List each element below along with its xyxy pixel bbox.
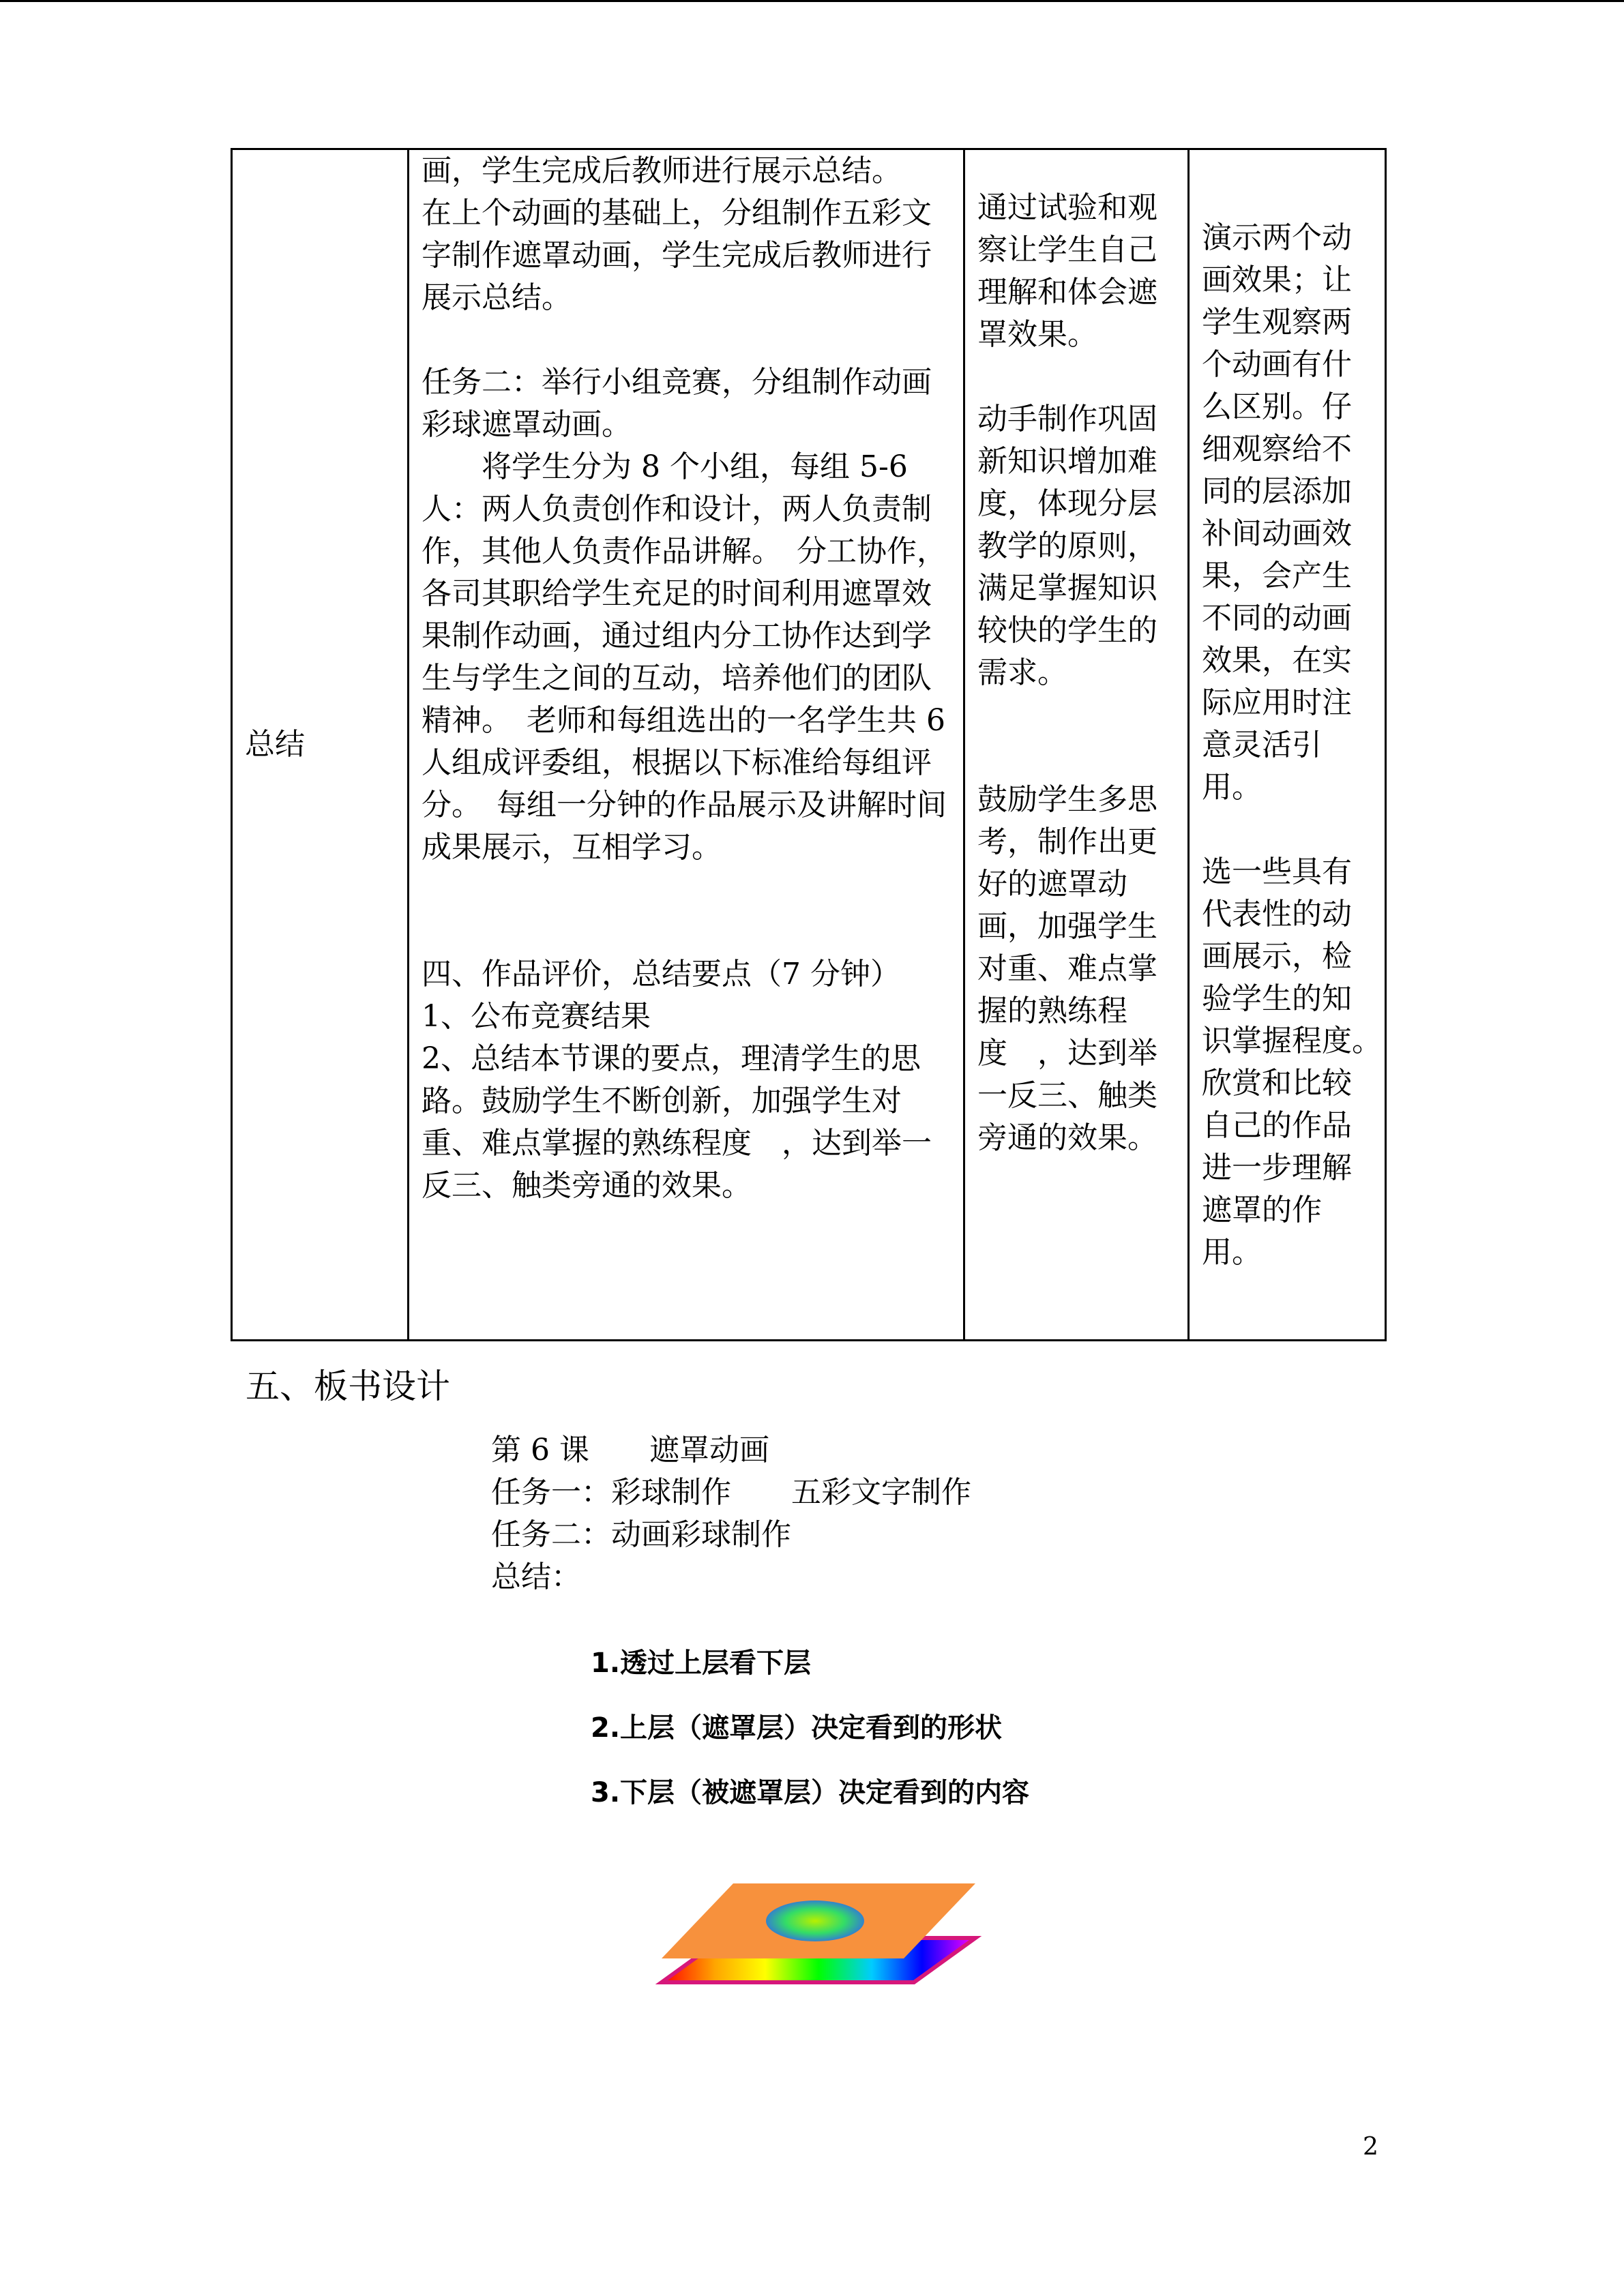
board-line-task-one: 任务一：彩球制作 五彩文字制作 — [491, 1475, 971, 1510]
intent-text-2: 动手制作巩固新知识增加难度，体现分层教学的原则，满足掌握知识较快的学生的需求。 — [977, 402, 1157, 690]
notes-text-1: 演示两个动画效果；让学生观察两个动画有什么区别。仔细观察给不同的层添加补间动画效果，会产生不同的动画效果，在实际应用时注意灵活引用。 — [1202, 220, 1352, 805]
intent-text-3: 鼓励学生多思考，制作出更好的遮罩动画，加强学生对重、难点掌握的熟练程度 ，达到举一反三、触类旁通的效果。 — [977, 782, 1157, 1155]
table-row — [232, 149, 1386, 1341]
board-line-lesson: 第 6 课 遮罩动画 — [491, 1433, 769, 1467]
mask-layer-diagram — [662, 1877, 982, 1993]
section-title: 五、板书设计 — [246, 1367, 450, 1406]
page-number: 2 — [1363, 2133, 1378, 2161]
intent-text-1: 通过试验和观察让学生自己理解和体会遮罩效果。 — [977, 190, 1157, 352]
summary-point-1: 1.透过上层看下层 — [591, 1648, 812, 1679]
notes-cell — [1189, 149, 1397, 1341]
task-two-heading: 任务二：举行小组竞赛，分组制作动画彩球遮罩动画。 — [422, 365, 932, 442]
summary-points-list — [591, 1642, 1029, 1836]
group-arrangement-text: 将学生分为 8 个小组，每组 5-6 人：两人负责创作和设计，两人负责制作，其他人负责作品讲解。 分工协作，各司其职给学生充足的时间利用遮罩效果制作动画，通过组内分工协作达到学生与学生之间的互动，培养他们的团队精神。 老师和每组选出的一名学生共 6 人组成评委组，根据以下标准给每组评分。 每组一分钟的作品展示及讲解时间成果展示，互相学习。 — [422, 449, 947, 865]
evaluation-item-1: 1、公布竞赛结果 — [422, 999, 651, 1034]
top-border-line — [0, 0, 1624, 2]
board-design-block — [491, 1429, 971, 1598]
board-line-summary: 总结： — [491, 1560, 581, 1594]
teaching-process-cell — [409, 149, 964, 1341]
summary-point-3: 3.下层（被遮罩层）决定看到的内容 — [591, 1777, 1030, 1808]
summary-point-2: 2.上层（遮罩层）决定看到的形状 — [591, 1712, 1003, 1744]
evaluation-heading: 四、作品评价，总结要点（7 分钟） — [422, 957, 900, 992]
board-line-task-two: 任务二：动画彩球制作 — [491, 1517, 791, 1552]
process-text-2: 在上个动画的基础上，分组制作五彩文字制作遮罩动画，学生完成后教师进行展示总结。 — [422, 196, 932, 315]
notes-text-2: 选一些具有代表性的动画展示，检验学生的知识掌握程度。 欣赏和比较自己的作品 进一步理解遮罩的作用。 — [1202, 854, 1397, 1270]
process-text-1: 画，学生完成后教师进行展示总结。 — [422, 153, 902, 188]
design-intent-cell — [964, 149, 1189, 1341]
evaluation-item-2: 2、总结本节课的要点，理清学生的思路。鼓励学生不断创新，加强学生对重、难点掌握的熟练程度 ，达到举一反三、触类旁通的效果。 — [422, 1041, 932, 1203]
row-label-cell — [232, 149, 409, 1341]
lesson-plan-table — [231, 148, 1397, 1341]
mask-hole — [766, 1900, 864, 1941]
row-label: 总结 — [245, 727, 305, 762]
